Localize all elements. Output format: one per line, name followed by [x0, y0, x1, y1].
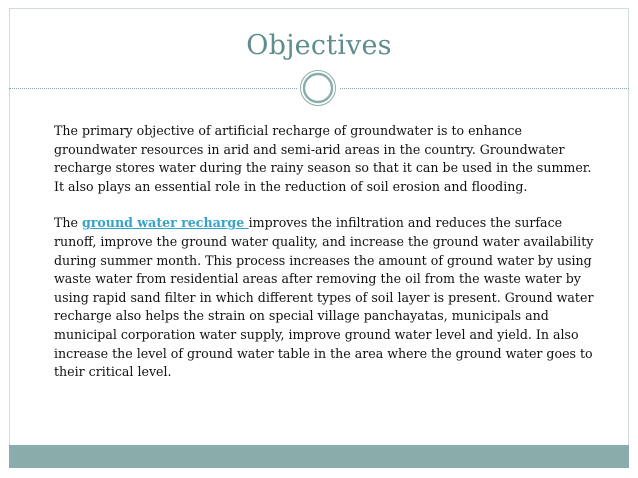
paragraph-lead: The — [54, 215, 82, 231]
circle-ornament-icon — [299, 69, 337, 107]
ground-water-recharge-link[interactable]: ground water recharge — [81, 215, 249, 231]
paragraph-objective: The primary objective of artificial recharge of groundwater is to enhance groundwater resources in arid and semi-arid areas in the country. Groundwater recharge stores water during the rainy season so that it can be used in the summer. It also plays an essential role in the reduction of soil erosion and flooding. — [54, 123, 592, 194]
slide-title: Objectives — [246, 30, 392, 61]
title-divider-left — [9, 88, 297, 89]
slide-body — [54, 122, 594, 400]
paragraph-recharge — [54, 214, 594, 381]
footer-accent-bar — [9, 445, 629, 468]
paragraph-rest: improves the infiltration and reduces the surface runoff, improve the ground water quality, and increase the ground water availability during summer month. This process increases the amount of ground water by using waste water from residential areas after removing the oil from the waste water by using rapid sand filter in which different types of soil layer is present. Ground water recharge also helps the strain on special village panchayatas, municipals and municipal corporation water supply, improve ground water level and yield. In also increase the level of ground water table in the area where the ground water goes to their critical level. — [54, 215, 594, 380]
title-divider-right — [340, 88, 629, 89]
